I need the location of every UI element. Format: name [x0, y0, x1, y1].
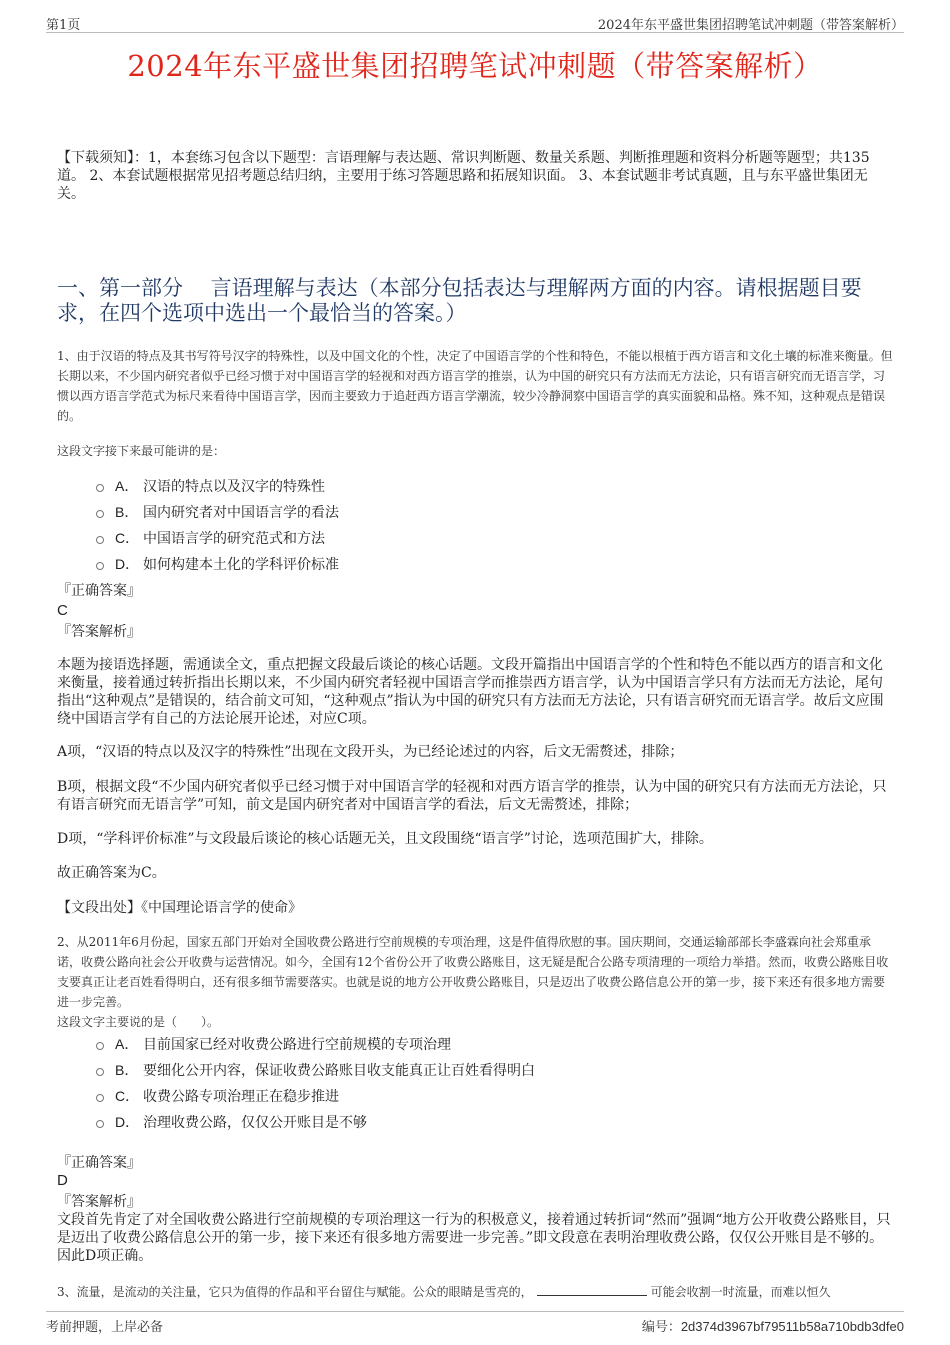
option-b[interactable]: B． 国内研究者对中国语言学的看法	[96, 499, 339, 525]
option-a[interactable]: A． 目前国家已经对收费公路进行空前规模的专项治理	[96, 1031, 535, 1057]
source-note: 【文段出处】《中国理论语言学的使命》	[57, 900, 302, 916]
analysis-note-b: B项，根据文段“不少国内研究者似乎已经习惯于对中国语言学的轻视和对西方语言学的推崇，认为中国的研究只有方法而无方法论，只有语言研究而无语言学”可知，前文是国内研究者对中国语言学的看法，后文无需赘述，排除；	[57, 779, 887, 813]
radio-icon[interactable]	[96, 510, 104, 518]
document-code: 编号：2d374d3967bf79511b58a710bdb3dfe0	[641, 1319, 904, 1335]
question-3-text: 3、流量，是流动的关注量，它只为值得的作品和平台留住与赋能。公众的眼睛是雪亮的， 可能会收割一时流量，而难以恒久	[57, 1285, 831, 1299]
header-divider	[46, 32, 904, 33]
fill-blank[interactable]	[537, 1283, 647, 1296]
footer-divider	[46, 1311, 904, 1312]
answer-value: D	[57, 1172, 68, 1189]
option-d[interactable]: D． 如何构建本土化的学科评价标准	[96, 551, 339, 577]
question-2-text: 2、从2011年6月份起，国家五部门开始对全国收费公路进行空前规模的专项治理，这是件值得欣慰的事。国庆期间，交通运输部部长李盛霖向社会郑重承诺，收费公路向社会公开收费与运营情况。如今，全国有12个省份公开了收费公路账目，这无疑是配合公路专项清理的一项给力举措。然而，收费公路账目收支要真正让老百姓看得明白，还有很多细节需要落实。也就是说的地方公开收费公路账目，只是迈出了收费公路信息公开的第一步，接下来还有很多地方需要进一步完善。	[57, 935, 889, 1009]
radio-icon[interactable]	[96, 1042, 104, 1050]
radio-icon[interactable]	[96, 1120, 104, 1128]
radio-icon[interactable]	[96, 536, 104, 544]
answer-value: C	[57, 602, 68, 619]
question-2-prompt: 这段文字主要说的是（ ）。	[57, 1015, 220, 1029]
question-1-text: 1、由于汉语的特点及其书写符号汉字的特殊性，以及中国文化的个性，决定了中国语言学的个性和特色，不能以根植于西方语言和文化土壤的标准来衡量。但长期以来，不少国内研究者似乎已经习惯于对中国语言学的轻视和对西方语言学的推崇，认为中国的研究只有方法而无方法论，只有语言研究而无语言学，习惯以西方语言学范式为标尺来看待中国语言学，因而主要致力于追赶西方语言学潮流，较少冷静洞察中国语言学的真实面貌和品格。殊不知，这种观点是错误的。	[57, 349, 893, 423]
analysis-note-d: D项，“学科评价标准”与文段最后谈论的核心话题无关，且文段围绕“语言学”讨论，选项范围扩大，排除。	[57, 831, 713, 847]
radio-icon[interactable]	[96, 562, 104, 570]
analysis-label: 『答案解析』	[57, 1194, 141, 1210]
download-notice: 【下载须知】：1，本套练习包含以下题型：言语理解与表达题、常识判断题、数量关系题、判断推理题和资料分析题等题型；共135道。 2、本套试题根据常见招考题总结归纳，主要用于练习答题思路和拓展知识面。 3、本套试题非考试真题，且与东平盛世集团无关。	[57, 150, 870, 202]
radio-icon[interactable]	[96, 1068, 104, 1076]
section-heading: 一、第一部分 言语理解与表达（本部分包括表达与理解两方面的内容。请根据题目要求，在四个选项中选出一个最恰当的答案。）	[57, 276, 862, 325]
analysis-note-a: A项，“汉语的特点以及汉字的特殊性”出现在文段开头，为已经论述过的内容，后文无需赘述，排除；	[57, 744, 684, 760]
radio-icon[interactable]	[96, 484, 104, 492]
radio-icon[interactable]	[96, 1094, 104, 1102]
option-b[interactable]: B． 要细化公开内容，保证收费公路账目收支能真正让百姓看得明白	[96, 1057, 535, 1083]
answer-label: 『正确答案』	[57, 583, 141, 599]
option-c[interactable]: C． 中国语言学的研究范式和方法	[96, 525, 339, 551]
question-2-options	[96, 1031, 535, 1135]
conclusion: 故正确答案为C。	[57, 865, 166, 881]
option-c[interactable]: C． 收费公路专项治理正在稳步推进	[96, 1083, 535, 1109]
page-number: 第1页	[46, 18, 81, 33]
running-title: 2024年东平盛世集团招聘笔试冲刺题（带答案解析）	[597, 18, 904, 33]
footer-slogan: 考前押题，上岸必备	[46, 1320, 164, 1335]
option-d[interactable]: D． 治理收费公路，仅仅公开账目是不够	[96, 1109, 535, 1135]
analysis-text: 文段首先肯定了对全国收费公路进行空前规模的专项治理这一行为的积极意义，接着通过转折词“然而”强调“地方公开收费公路账目，只是迈出了收费公路信息公开的第一步，接下来还有很多地方需要进一步完善。”即文段意在表明治理收费公路，仅仅公开账目是不够的。因此D项正确。	[57, 1212, 891, 1264]
option-a[interactable]: A． 汉语的特点以及汉字的特殊性	[96, 473, 339, 499]
question-1-prompt: 这段文字接下来最可能讲的是：	[57, 444, 226, 458]
analysis-label: 『答案解析』	[57, 624, 141, 640]
answer-label: 『正确答案』	[57, 1155, 141, 1171]
page-title: 2024年东平盛世集团招聘笔试冲刺题（带答案解析）	[127, 49, 823, 83]
analysis-text: 本题为接语选择题，需通读全文，重点把握文段最后谈论的核心话题。文段开篇指出中国语言学的个性和特色不能以西方的语言和文化来衡量，接着通过转折指出长期以来，不少国内研究者轻视中国语言学而推崇西方语言学，认为中国语言学只有方法而无方法论，尾句指出“这种观点”是错误的，结合前文可知，“这种观点”指认为中国的研究只有方法而无方法论，只有语言研究而无语言学。故后文应围绕中国语言学有自己的方法论展开论述，对应C项。	[57, 657, 884, 727]
question-1-options	[96, 473, 339, 577]
